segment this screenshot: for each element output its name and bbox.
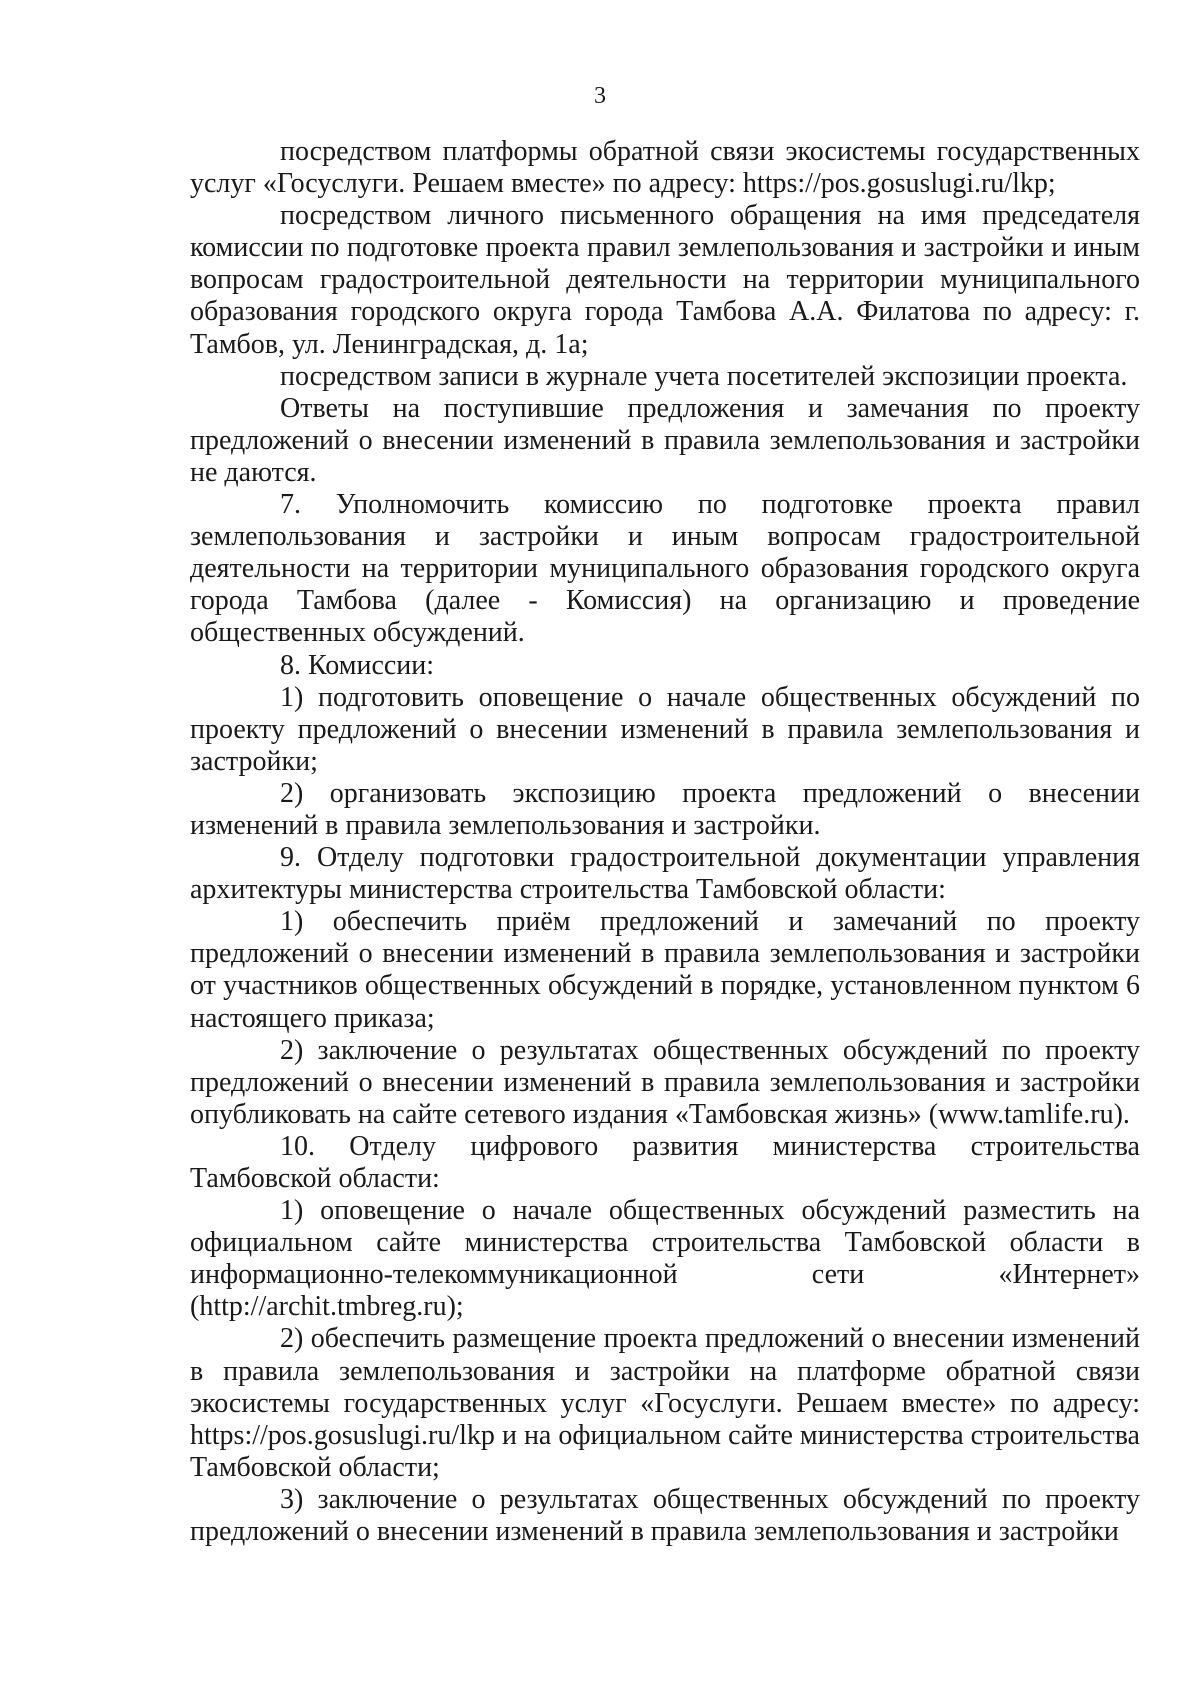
- paragraph: посредством личного письменного обращения на имя председателя комиссии по подготовке проекта правил землепользования и застройки и иным вопросам градостроительной деятельности на территории муниципального образования городского округа города Тамбова А.А. Филатова по адресу: г. Тамбов, ул. Ленинградская, д. 1а;: [190, 200, 1140, 360]
- numbered-item-8: 8. Комиссии:: [280, 649, 435, 681]
- numbered-item-9: 9. Отделу подготовки градостроительной документации управления архитектуры министерства строительства Тамбовской области:: [190, 842, 1140, 906]
- numbered-item-7: 7. Уполномочить комиссию по подготовке проекта правил землепользования и застройки и иным вопросам градостроительной деятельности на территории муниципального образования городского округа города Тамбова (далее - Комиссия) на организацию и проведение общественных обсуждений.: [190, 489, 1140, 649]
- document-body: [190, 136, 1140, 1548]
- sub-item: 1) подготовить оповещение о начале общественных обсуждений по проекту предложений о внесении изменений в правила землепользования и застройки;: [190, 681, 1140, 777]
- sub-item: 2) организовать экспозицию проекта предложений о внесении изменений в правила землепользования и застройки.: [190, 777, 1140, 841]
- sub-item: 3) заключение о результатах общественных обсуждений по проекту предложений о внесении изменений в правила землепользования и застройки: [190, 1483, 1140, 1548]
- sub-item: 1) оповещение о начале общественных обсуждений разместить на официальном сайте министерства строительства Тамбовской области в информационно-телекоммуникационной сети «Интернет» (http://archit.tmbreg.ru);: [190, 1195, 1140, 1323]
- paragraph: Ответы на поступившие предложения и замечания по проекту предложений о внесении изменений в правила землепользования и застройки не даются.: [190, 392, 1140, 488]
- sub-item: 1) обеспечить приём предложений и замечаний по проекту предложений о внесении изменений в правила землепользования и застройки от участников общественных обсуждений в порядке, установленном пунктом 6 настоящего приказа;: [190, 906, 1140, 1034]
- paragraph: посредством платформы обратной связи экосистемы государственных услуг «Госуслуги. Решаем вместе» по адресу: https://pos.gosuslugi.ru/lkp;: [190, 136, 1140, 200]
- paragraph: посредством записи в журнале учета посетителей экспозиции проекта.: [280, 360, 1128, 392]
- sub-item: 2) заключение о результатах общественных обсуждений по проекту предложений о внесении изменений в правила землепользования и застройки опубликовать на сайте сетевого издания «Тамбовская жизнь» (www.tamlife.ru).: [190, 1034, 1140, 1130]
- page-number: 3: [594, 83, 606, 109]
- sub-item: 2) обеспечить размещение проекта предложений о внесении изменений в правила землепользования и застройки на платформе обратной связи экосистемы государственных услуг «Госуслуги. Решаем вместе» по адресу: https://pos.gosuslugi.ru/lkp и на официальном сайте министерства строительства Тамбовской области;: [190, 1323, 1140, 1483]
- numbered-item-10: 10. Отделу цифрового развития министерства строительства Тамбовской области:: [190, 1130, 1140, 1194]
